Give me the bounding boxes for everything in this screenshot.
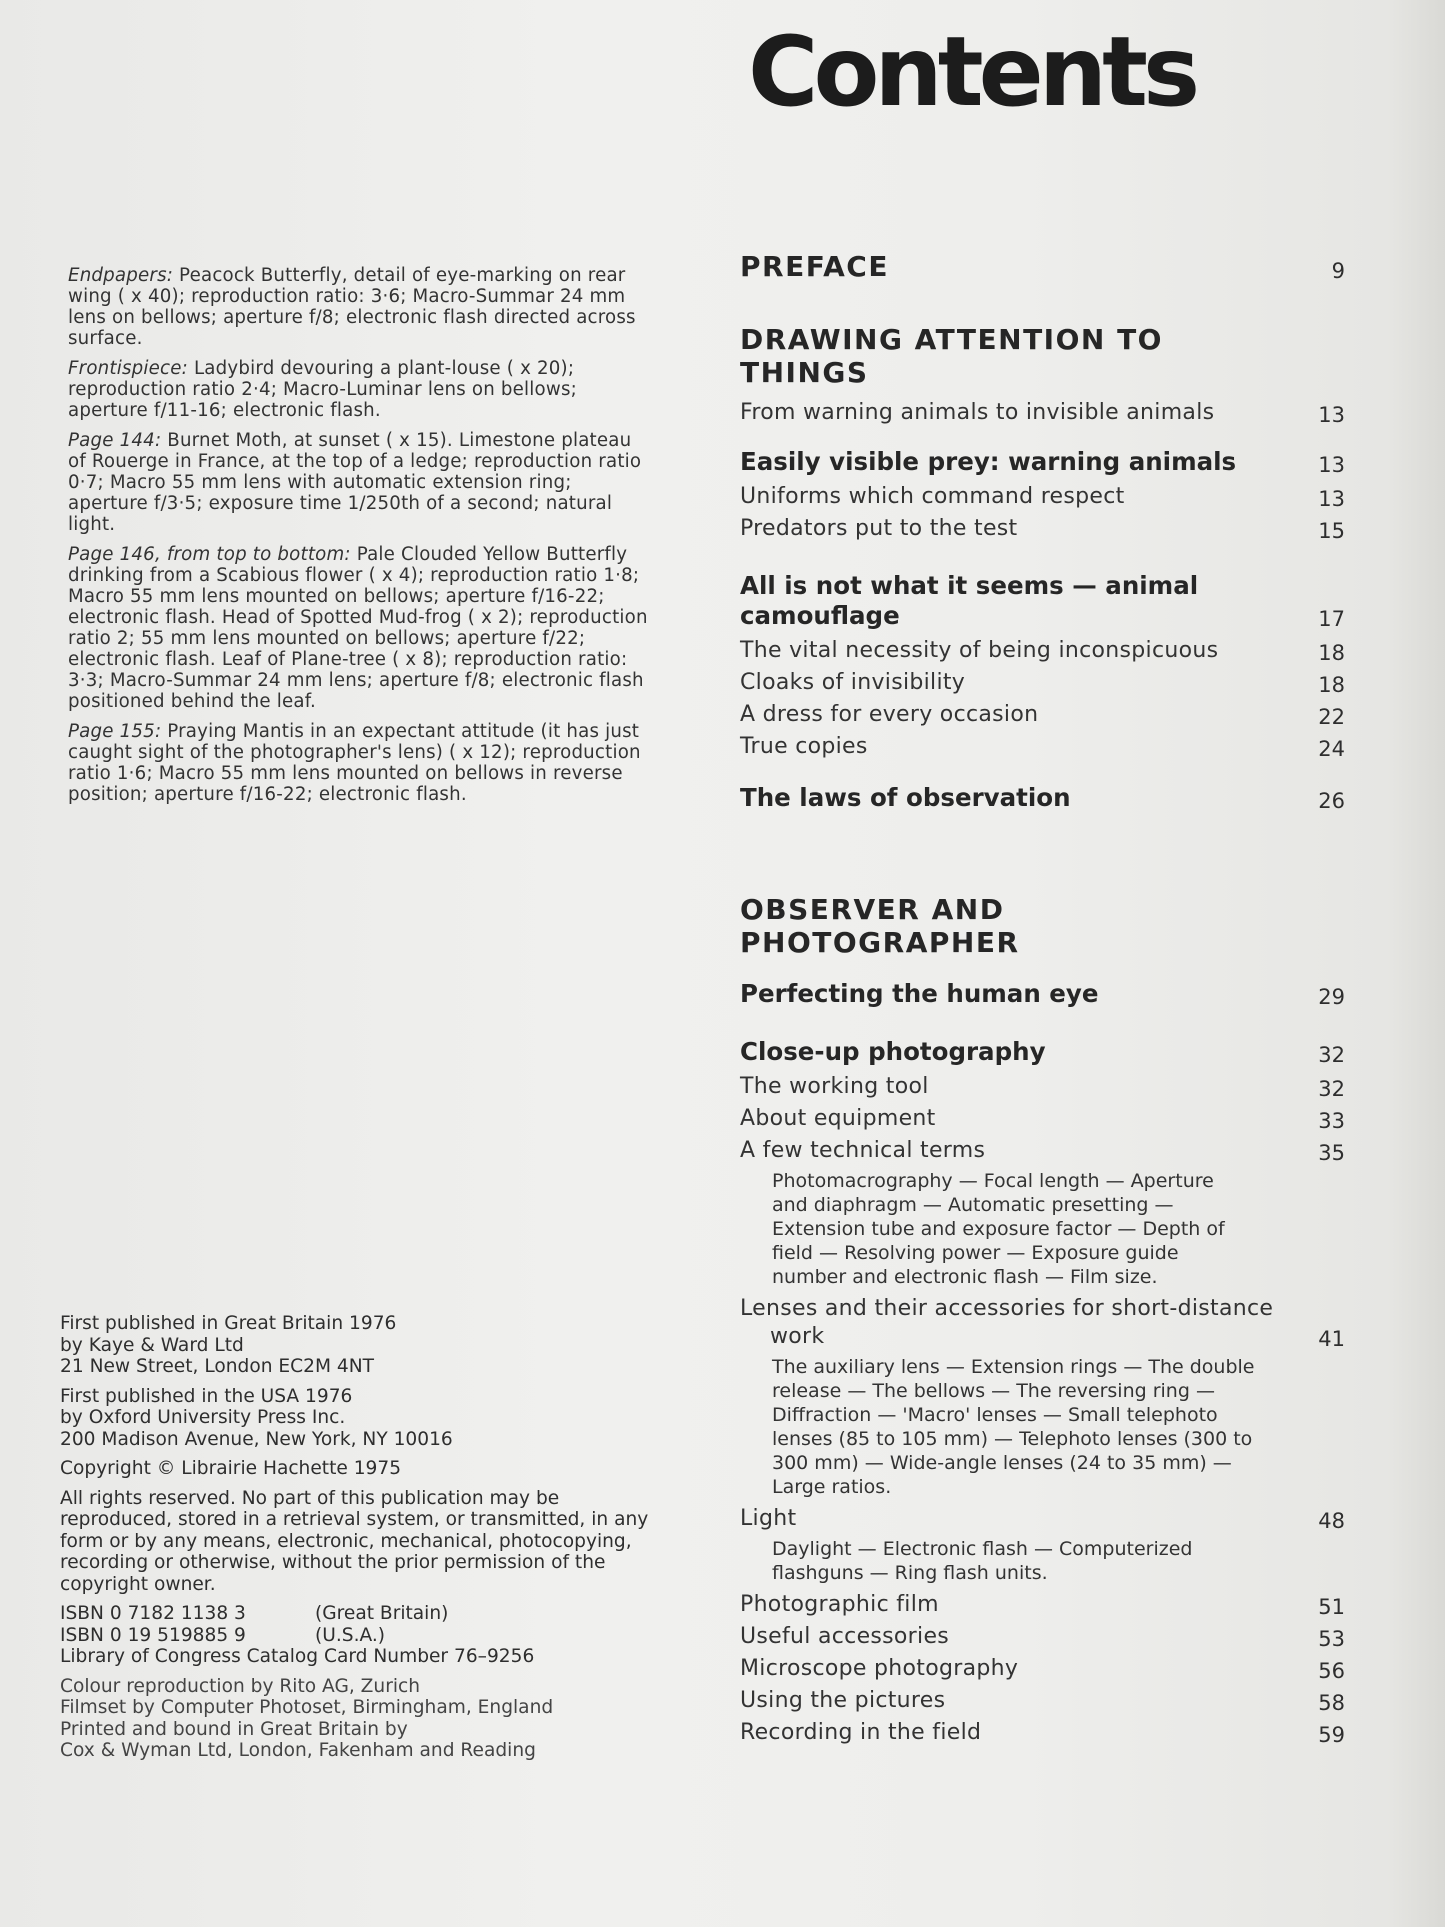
- toc-entry-title: Useful accessories: [740, 1624, 950, 1649]
- toc-page-number: 13: [1318, 403, 1345, 427]
- isbn-usa: ISBN 0 19 519885 9 (U.S.A.): [60, 1624, 386, 1646]
- toc-page-number: 26: [1318, 789, 1345, 813]
- rights-statement: All rights reserved. No part of this publication may be reproduced, stored in a retrieval system, or transmitted, in any form or by any means, electronic, mechanical, photocopying, recording or otherwise, without the prior permission of the copyright owner.: [60, 1487, 649, 1595]
- table-of-contents: [740, 250, 1345, 1747]
- toc-page-number: 59: [1318, 1723, 1345, 1747]
- toc-section: [740, 250, 1345, 283]
- toc-entry-title: From warning animals to invisible animals: [740, 400, 1215, 425]
- toc-entry-title: PREFACE: [740, 250, 889, 283]
- caption-page-144: Page 144: Burnet Moth, at sunset ( x 15). Limestone plateau of Rouerge in France, at the top of a ledge; reproduction ratio 0·7; Macro 55 mm lens with automatic extension ring; aperture f/3·5; exposure time 1/250th of a second; natural light.: [68, 430, 642, 535]
- toc-entry-title: Lenses and their accessories for short-distance work: [740, 1296, 1274, 1349]
- toc-item: [740, 1655, 1345, 1683]
- toc-entry-title: Light: [740, 1506, 797, 1531]
- toc-page-number: 58: [1318, 1691, 1345, 1715]
- isbn-great-britain: ISBN 0 7182 1138 3 (Great Britain): [60, 1603, 449, 1624]
- toc-entry-title: About equipment: [740, 1106, 936, 1131]
- toc-item: [740, 669, 1345, 697]
- caption-frontispiece: Frontispiece: Ladybird devouring a plant-louse ( x 20); reproduction ratio 2·4; Macro-Luminar lens on bellows; aperture f/11-16; electronic flash.: [68, 358, 577, 421]
- toc-subtopics: Photomacrography — Focal length — Aperture and diaphragm — Automatic presetting — Extension tube and exposure factor — Depth of field — Resolving power — Exposure guide number and electronic flash — Film size.: [772, 1170, 1225, 1288]
- toc-page-number: 15: [1318, 519, 1345, 543]
- caption-page-155: Page 155: Praying Mantis in an expectant attitude (it has just caught sight of the photographer's lens) ( x 12); reproduction ratio 1·6; Macro 55 mm lens mounted on bellows in reverse position; aperture f/16-22; electronic flash.: [68, 721, 641, 805]
- caption-page-146: Page 146, from top to bottom: Pale Clouded Yellow Butterfly drinking from a Scabious flower ( x 4); reproduction ratio 1·8; Macro 55 mm lens mounted on bellows; aperture f/16-22; electronic flash. Head of Spotted Mud-frog ( x 2); reproduction ratio 2; 55 mm lens mounted on bellows; aperture f/22; electronic flash. Leaf of Plane-tree ( x 8); reproduction ratio: 3·3; Macro-Summar 24 mm lens; aperture f/8; electronic flash positioned behind the leaf.: [68, 544, 648, 712]
- toc-item: [740, 515, 1345, 543]
- toc-chapter: [740, 1037, 1345, 1067]
- toc-section: [740, 323, 1345, 389]
- toc-chapter: [740, 571, 1345, 631]
- toc-entry-title: OBSERVER AND PHOTOGRAPHER: [740, 893, 1020, 959]
- toc-item: [740, 733, 1345, 761]
- toc-entry-title: All is not what it seems — animal camouflage: [740, 571, 1199, 630]
- toc-item: [740, 1687, 1345, 1715]
- toc-entry-title: The working tool: [740, 1074, 929, 1099]
- library-of-congress: Library of Congress Catalog Card Number 76–9256: [60, 1646, 535, 1667]
- toc-entry-title: Close-up photography: [740, 1037, 1046, 1066]
- picture-captions: [68, 265, 648, 814]
- toc-entry-title: A dress for every occasion: [740, 702, 1039, 727]
- toc-page-number: 35: [1318, 1141, 1345, 1165]
- toc-entry-title: True copies: [740, 734, 868, 759]
- toc-page-number: 48: [1318, 1509, 1345, 1533]
- toc-entry-title: Uniforms which command respect: [740, 484, 1125, 509]
- toc-page-number: 41: [1318, 1327, 1345, 1351]
- toc-page-number: 56: [1318, 1659, 1345, 1683]
- toc-page-number: 32: [1318, 1043, 1345, 1067]
- toc-page-number: 24: [1318, 737, 1345, 761]
- toc-page-number: 13: [1318, 487, 1345, 511]
- toc-page-number: 29: [1318, 985, 1345, 1009]
- toc-entry-title: Using the pictures: [740, 1688, 946, 1713]
- toc-page-number: 53: [1318, 1627, 1345, 1651]
- toc-item: [740, 399, 1345, 427]
- toc-item: [740, 483, 1345, 511]
- toc-page-number: 51: [1318, 1595, 1345, 1619]
- page-title: Contents: [748, 16, 1196, 128]
- uk-publication: First published in Great Britain 1976 by Kaye & Ward Ltd 21 New Street, London EC2M 4NT: [60, 1313, 397, 1377]
- toc-page-number: 22: [1318, 705, 1345, 729]
- toc-entry-title: Recording in the field: [740, 1720, 982, 1745]
- toc-item: [740, 701, 1345, 729]
- toc-chapter: [740, 447, 1345, 477]
- toc-page-number: 17: [1318, 607, 1345, 631]
- toc-subtopics: The auxiliary lens — Extension rings — The double release — The bellows — The reversing ring — Diffraction — 'Macro' lenses — Small telephoto lenses (85 to 105 mm) — Telephoto lenses (300 to 300 mm) — Wide-angle lenses (24 to 35 mm) — Large ratios.: [772, 1356, 1255, 1498]
- copyright-line: Copyright © Librairie Hachette 1975: [60, 1458, 402, 1479]
- toc-item: [740, 1295, 1345, 1351]
- toc-item: [740, 1105, 1345, 1133]
- toc-subtopics: Daylight — Electronic flash — Computerized flashguns — Ring flash units.: [772, 1538, 1193, 1584]
- usa-publication: First published in the USA 1976 by Oxford University Press Inc. 200 Madison Avenue, New York, NY 10016: [60, 1385, 453, 1450]
- toc-item: [740, 1137, 1345, 1165]
- toc-page-number: 18: [1318, 641, 1345, 665]
- toc-entry-title: A few technical terms: [740, 1138, 986, 1163]
- caption-endpapers: Endpapers: Peacock Butterfly, detail of eye-marking on rear wing ( x 40); reproduction ratio: 3·6; Macro-Summar 24 mm lens on bellows; aperture f/8; electronic flash directed across surface.: [68, 265, 636, 349]
- toc-entry-title: Easily visible prey: warning animals: [740, 447, 1237, 476]
- toc-page-number: 33: [1318, 1109, 1345, 1133]
- toc-entry-title: DRAWING ATTENTION TO THINGS: [740, 323, 1163, 389]
- toc-chapter: [740, 979, 1345, 1009]
- production-credits: Colour reproduction by Rito AG, Zurich Filmset by Computer Photoset, Birmingham, England Printed and bound in Great Britain by Cox & Wyman Ltd, London, Fakenham and Reading: [60, 1675, 554, 1761]
- toc-page-number: 13: [1318, 453, 1345, 477]
- toc-entry-title: Perfecting the human eye: [740, 979, 1099, 1008]
- toc-page-number: 32: [1318, 1077, 1345, 1101]
- toc-item: [740, 1623, 1345, 1651]
- toc-section: [740, 893, 1345, 959]
- toc-item: [740, 1073, 1345, 1101]
- toc-entry-title: Photographic film: [740, 1592, 939, 1617]
- toc-entry-title: The vital necessity of being inconspicuous: [740, 638, 1219, 663]
- toc-chapter: [740, 783, 1345, 813]
- toc-item: [740, 1719, 1345, 1747]
- toc-item: [740, 1591, 1345, 1619]
- toc-item: [740, 1505, 1345, 1533]
- toc-page-number: 18: [1318, 673, 1345, 697]
- toc-item: [740, 637, 1345, 665]
- toc-entry-title: Microscope photography: [740, 1656, 1019, 1681]
- toc-page-number: 9: [1331, 259, 1345, 283]
- publication-imprint: [60, 1313, 660, 1770]
- toc-entry-title: Cloaks of invisibility: [740, 670, 966, 695]
- toc-entry-title: The laws of observation: [740, 783, 1071, 812]
- toc-entry-title: Predators put to the test: [740, 516, 1018, 541]
